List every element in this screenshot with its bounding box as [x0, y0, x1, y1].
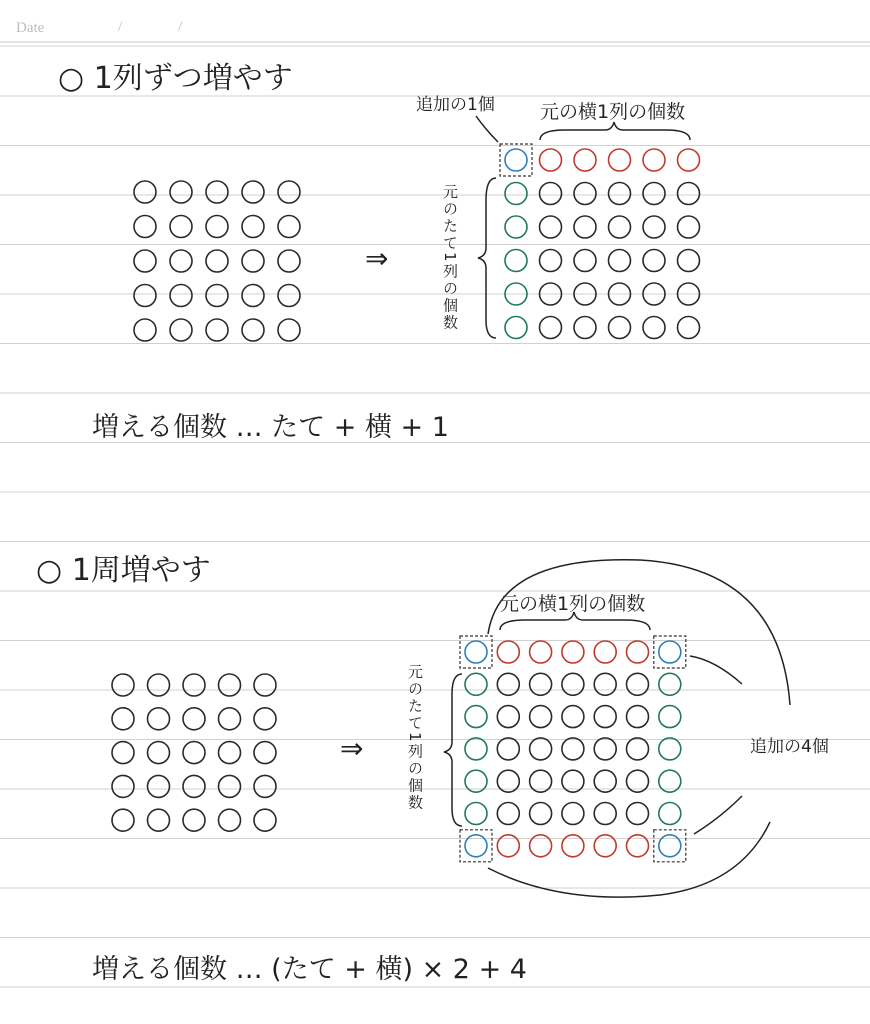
original-circle	[497, 673, 519, 695]
added-row-circle	[574, 149, 596, 171]
section1-pointer-line	[476, 116, 498, 142]
original-circle	[242, 216, 264, 238]
original-circle	[148, 674, 170, 696]
section2-bottom-arc	[488, 822, 770, 897]
original-circle	[609, 250, 631, 272]
section1-formula: 増える個数 … たて + 横 + 1	[92, 412, 449, 443]
section2-title: ○ 1周増やす	[36, 553, 211, 588]
original-circle	[540, 317, 562, 339]
original-circle	[278, 216, 300, 238]
date-separator-2: /	[178, 19, 183, 35]
section1-title: ○ 1列ずつ増やす	[58, 61, 293, 96]
original-circle	[134, 319, 156, 341]
original-circle	[562, 673, 584, 695]
original-circle	[219, 708, 241, 730]
original-circle	[206, 319, 228, 341]
added-corner-circle	[465, 641, 487, 663]
original-circle	[170, 216, 192, 238]
original-circle	[627, 803, 649, 825]
original-circle	[678, 216, 700, 238]
added-row-circle	[678, 149, 700, 171]
original-circle	[206, 285, 228, 307]
original-circle	[183, 775, 205, 797]
original-circle	[254, 775, 276, 797]
original-circle	[278, 285, 300, 307]
original-circle	[254, 708, 276, 730]
section2-arrow: ⇒	[340, 732, 364, 765]
original-circle	[497, 803, 519, 825]
original-circle	[562, 803, 584, 825]
original-circle	[219, 742, 241, 764]
added-row-circle	[594, 641, 616, 663]
original-circle	[170, 319, 192, 341]
section2-side-brace	[444, 674, 462, 826]
original-circle	[170, 285, 192, 307]
added-row-circle	[562, 641, 584, 663]
added-row-circle	[609, 149, 631, 171]
original-circle	[594, 706, 616, 728]
section1-arrow: ⇒	[365, 242, 389, 275]
added-row-circle	[643, 149, 665, 171]
original-circle	[574, 250, 596, 272]
original-circle	[278, 250, 300, 272]
original-circle	[219, 775, 241, 797]
original-circle	[643, 250, 665, 272]
added-col-circle	[465, 738, 487, 760]
original-circle	[112, 742, 134, 764]
original-circle	[678, 250, 700, 272]
original-circle	[242, 285, 264, 307]
original-circle	[183, 708, 205, 730]
section2-label-top: 元の横1列の個数	[500, 593, 646, 615]
original-circle	[540, 250, 562, 272]
section1-expanded-grid	[500, 144, 700, 339]
original-circle	[594, 803, 616, 825]
original-circle	[170, 250, 192, 272]
date-label: Date	[16, 20, 45, 36]
original-circle	[148, 809, 170, 831]
section1-original-grid	[134, 181, 300, 341]
section2-expanded-grid	[460, 636, 686, 862]
original-circle	[609, 183, 631, 205]
original-circle	[530, 673, 552, 695]
section2-outer-arc	[488, 560, 790, 705]
original-circle	[254, 674, 276, 696]
added-col-circle	[465, 803, 487, 825]
original-circle	[134, 285, 156, 307]
added-col-circle	[505, 317, 527, 339]
original-circle	[627, 706, 649, 728]
original-circle	[562, 738, 584, 760]
section1-label-added-one: 追加の1個	[416, 95, 495, 115]
original-circle	[530, 803, 552, 825]
added-row-circle	[540, 149, 562, 171]
original-circle	[278, 181, 300, 203]
original-circle	[148, 742, 170, 764]
original-circle	[530, 706, 552, 728]
added-col-circle	[505, 183, 527, 205]
original-circle	[183, 674, 205, 696]
original-circle	[530, 738, 552, 760]
original-circle	[183, 742, 205, 764]
original-circle	[112, 775, 134, 797]
original-circle	[148, 775, 170, 797]
added-row-circle	[530, 641, 552, 663]
original-circle	[254, 742, 276, 764]
original-circle	[219, 809, 241, 831]
added-col-circle	[659, 706, 681, 728]
original-circle	[678, 317, 700, 339]
original-circle	[206, 250, 228, 272]
section2-formula: 増える個数 … (たて + 横) × 2 + 4	[92, 954, 527, 985]
section2-pointer-bottom	[694, 796, 742, 834]
added-col-circle	[465, 706, 487, 728]
section2-original-grid	[112, 674, 276, 831]
added-col-circle	[659, 803, 681, 825]
original-circle	[112, 708, 134, 730]
section1-side-brace	[478, 178, 496, 338]
added-row-circle	[627, 641, 649, 663]
original-circle	[183, 809, 205, 831]
added-col-circle	[505, 250, 527, 272]
added-corner-circle	[659, 641, 681, 663]
original-circle	[278, 319, 300, 341]
section1-top-brace	[540, 122, 690, 140]
original-circle	[134, 250, 156, 272]
added-col-circle	[659, 738, 681, 760]
added-col-circle	[465, 673, 487, 695]
original-circle	[609, 317, 631, 339]
original-circle	[678, 183, 700, 205]
original-circle	[627, 673, 649, 695]
original-circle	[540, 183, 562, 205]
original-circle	[112, 809, 134, 831]
original-circle	[594, 738, 616, 760]
original-circle	[170, 181, 192, 203]
original-circle	[562, 706, 584, 728]
section2-label-added-four: 追加の4個	[750, 737, 829, 757]
original-circle	[497, 706, 519, 728]
section2-label-side: 元のたて1列の個数	[406, 664, 424, 812]
original-circle	[206, 216, 228, 238]
original-circle	[643, 317, 665, 339]
section1-label-side: 元のたて1列の個数	[441, 184, 459, 332]
ruled-lines	[0, 42, 870, 987]
original-circle	[643, 183, 665, 205]
original-circle	[254, 809, 276, 831]
original-circle	[574, 317, 596, 339]
original-circle	[219, 674, 241, 696]
original-circle	[609, 216, 631, 238]
original-circle	[627, 738, 649, 760]
original-circle	[242, 181, 264, 203]
original-circle	[206, 181, 228, 203]
original-circle	[148, 708, 170, 730]
date-separator-1: /	[118, 19, 123, 35]
added-col-circle	[505, 216, 527, 238]
original-circle	[242, 319, 264, 341]
original-circle	[574, 216, 596, 238]
original-circle	[594, 673, 616, 695]
section2-pointer-top	[690, 656, 742, 684]
original-circle	[540, 216, 562, 238]
original-circle	[497, 738, 519, 760]
original-circle	[242, 250, 264, 272]
added-col-circle	[659, 673, 681, 695]
added-row-circle	[497, 641, 519, 663]
section1-label-top: 元の横1列の個数	[540, 101, 686, 123]
original-circle	[134, 216, 156, 238]
original-circle	[112, 674, 134, 696]
original-circle	[643, 216, 665, 238]
original-circle	[134, 181, 156, 203]
original-circle	[574, 183, 596, 205]
added-corner-circle	[505, 149, 527, 171]
